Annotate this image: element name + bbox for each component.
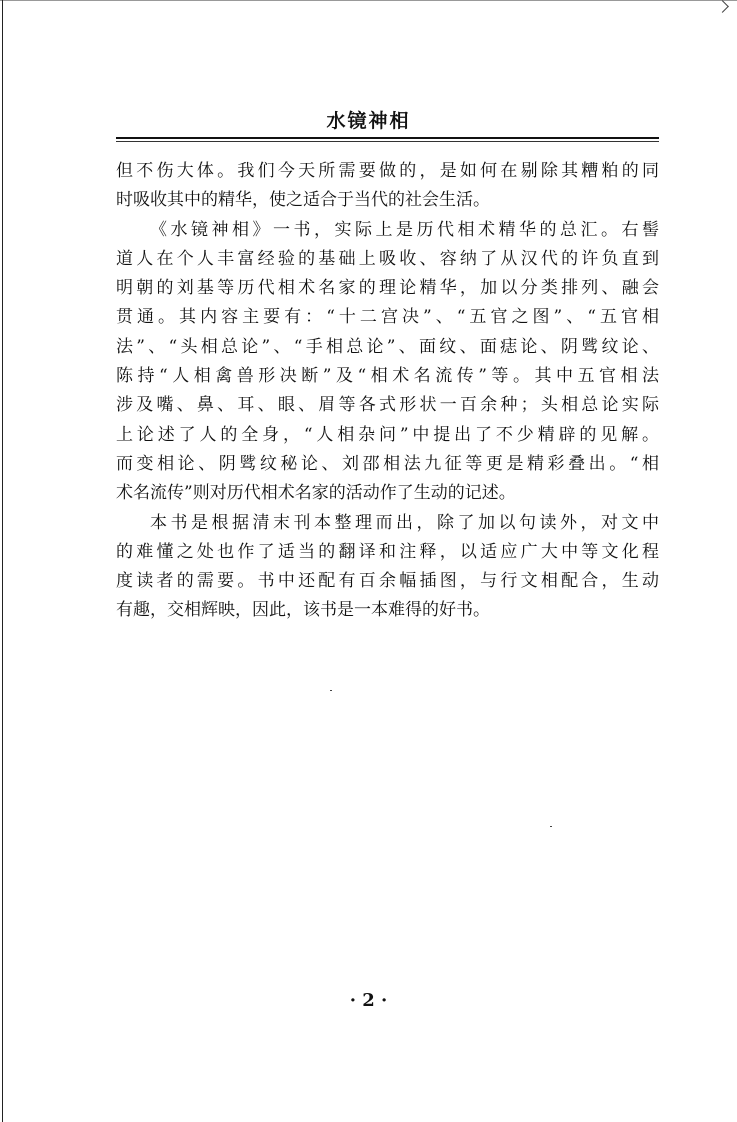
page-number: · 2 · — [349, 990, 388, 1011]
text-line: 上论述了人的全身，“人相杂问”中提出了不少精辟的见解。 — [116, 424, 659, 445]
text-line: 陈持“人相禽兽形决断”及“相术名流传”等。其中五官相法 — [116, 366, 659, 387]
text-line: 明朝的刘基等历代相术名家的理论精华，加以分类排列、融会 — [116, 278, 659, 299]
text-line: 道人在个人丰富经验的基础上吸收、容纳了从汉代的许负直到 — [116, 248, 659, 269]
text-line: 度读者的需要。书中还配有百余幅插图，与行文相配合，生动 — [116, 571, 659, 592]
text-line: 法”、“头相总论”、“手相总论”、面纹、面痣论、阴骘纹论、 — [116, 336, 659, 357]
scan-speck — [330, 690, 332, 691]
scan-edge-left — [2, 0, 3, 1122]
text-line: 涉及嘴、鼻、耳、眼、眉等各式形状一百余种；头相总论实际 — [116, 395, 659, 416]
text-line: 的难懂之处也作了适当的翻译和注释，以适应广大中等文化程 — [116, 541, 659, 562]
text-line: 但不伤大体。我们今天所需要做的，是如何在剔除其糟粕的同 — [116, 161, 659, 181]
header-rule-thin — [116, 141, 659, 142]
running-header-title: 水镜神相 — [326, 110, 411, 132]
corner-mark — [716, 0, 729, 13]
body-text — [116, 157, 659, 626]
text-line: 而变相论、阴骘纹秘论、刘邵相法九征等更是精彩叠出。“相 — [116, 453, 659, 474]
scan-speck — [550, 826, 552, 827]
text-line: 《水镜神相》一书，实际上是历代相术精华的总汇。右髻 — [150, 219, 659, 240]
scan-edge-top — [0, 0, 737, 1]
text-line: 本书是根据清末刊本整理而出，除了加以句读外，对文中 — [150, 512, 659, 533]
text-line: 术名流传”则对历代相术名家的活动作了生动的记述。 — [116, 483, 516, 504]
text-line: 贯通。其内容主要有：“十二宫决”、“五官之图”、“五官相 — [116, 307, 659, 328]
text-line: 时吸收其中的精华，使之适合于当代的社会生活。 — [116, 190, 490, 211]
header-rule-thick — [116, 137, 659, 139]
text-line: 有趣，交相辉映，因此，该书是一本难得的好书。 — [116, 600, 490, 621]
